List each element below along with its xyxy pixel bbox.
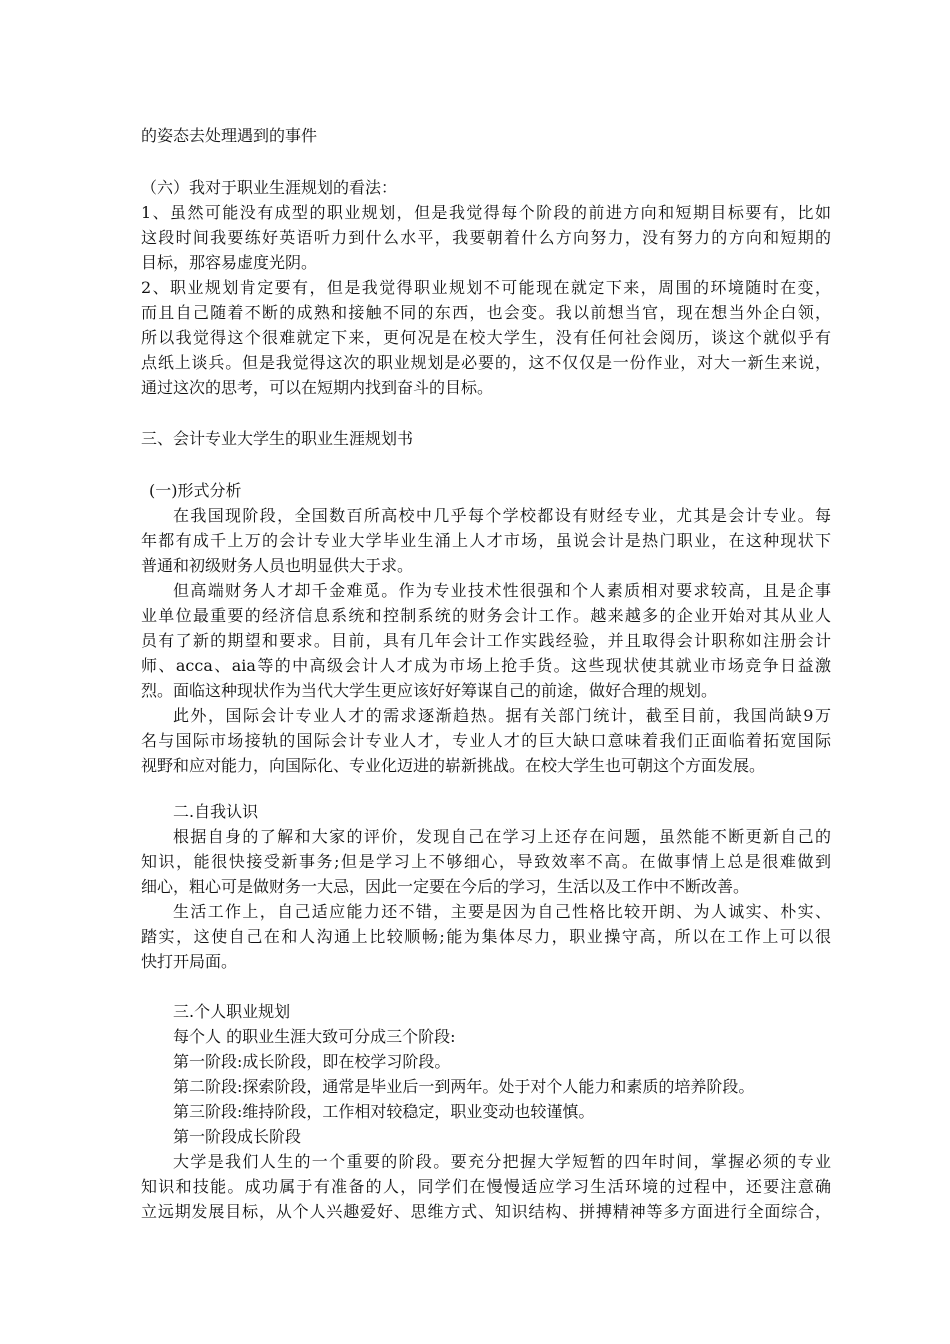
paragraph-line: 立远期发展目标，从个人兴趣爱好、思维方式、知识结构、拼搏精神等多方面进行全面综合，	[141, 1202, 831, 1221]
paragraph-line: 年都有成千上万的会计专业大学毕业生涌上人才市场，虽说会计是热门职业，在这种现状下	[141, 531, 831, 550]
paragraph-line: 而且自己随着不断的成熟和接触不同的东西，也会变。我以前想当官，现在想当外企白领，	[141, 303, 831, 322]
paragraph-line: 烈。面临这种现状作为当代大学生更应该好好筹谋自己的前途，做好合理的规划。	[141, 681, 718, 700]
paragraph-line: 业单位最重要的经济信息系统和控制系统的财务会计工作。越来越多的企业开始对其从业人	[141, 606, 831, 625]
stage-item: 第一阶段:成长阶段，即在校学习阶段。	[173, 1052, 451, 1071]
paragraph-line: 这段时间我要练好英语听力到什么水平，我要朝着什么方向努力，没有努力的方向和短期的	[141, 228, 831, 247]
analysis-heading: (一)形式分析	[149, 481, 242, 500]
paragraph-line: 知识，能很快接受新事务;但是学习上不够细心，导致效率不高。在做事情上总是很难做到	[141, 852, 831, 871]
fragment-line: 的姿态去处理遇到的事件	[141, 126, 318, 145]
paragraph-line: 名与国际市场接轨的国际会计专业人才，专业人才的巨大缺口意味着我们正面临着拓宽国际	[141, 731, 831, 750]
paragraph-line: 所以我觉得这个很难就定下来，更何况是在校大学生，没有任何社会阅历，谈这个就似乎有	[141, 328, 831, 347]
plan-intro: 每个人 的职业生涯大致可分成三个阶段:	[173, 1027, 456, 1046]
views-heading: （六）我对于职业生涯规划的看法：	[141, 178, 398, 197]
paragraph-line: 2、职业规划肯定要有，但是我觉得职业规划不可能现在就定下来，周围的环境随时在变，	[141, 278, 831, 297]
paragraph-line: 细心，粗心可是做财务一大忌，因此一定要在今后的学习，生活以及工作中不断改善。	[141, 877, 750, 896]
paragraph-line: 目标，那容易虚度光阴。	[141, 253, 318, 272]
paragraph-line: 普通和初级财务人员也明显供大于求。	[141, 556, 414, 575]
stage-item: 第二阶段:探索阶段，通常是毕业后一到两年。处于对个人能力和素质的培养阶段。	[173, 1077, 755, 1096]
stage-item: 第三阶段:维持阶段，工作相对较稳定，职业变动也较谨慎。	[173, 1102, 595, 1121]
self-heading: 二.自我认识	[173, 802, 259, 821]
paragraph-line: 通过这次的思考，可以在短期内找到奋斗的目标。	[141, 378, 494, 397]
paragraph-line: 此外，国际会计专业人才的需求逐渐趋热。据有关部门统计，截至目前，我国尚缺9万	[173, 706, 831, 725]
paragraph-line: 快打开局面。	[141, 952, 238, 971]
paragraph-line: 大学是我们人生的一个重要的阶段。要充分把握大学短暂的四年时间，掌握必须的专业	[173, 1152, 831, 1171]
plan-heading: 三.个人职业规划	[173, 1002, 291, 1021]
paragraph-line: 踏实，这使自己在和人沟通上比较顺畅;能为集体尽力，职业操守高，所以在工作上可以很	[141, 927, 831, 946]
paragraph-line: 1、虽然可能没有成型的职业规划，但是我觉得每个阶段的前进方向和短期目标要有，比如	[141, 203, 831, 222]
paragraph-line: 员有了新的期望和要求。目前，具有几年会计工作实践经验，并且取得会计职称如注册会计	[141, 631, 831, 650]
paragraph-line: 知识和技能。成功属于有准备的人，同学们在慢慢适应学习生活环境的过程中，还要注意确	[141, 1177, 831, 1196]
section-title: 三、会计专业大学生的职业生涯规划书	[141, 429, 414, 448]
paragraph-line: 但高端财务人才却千金难觅。作为专业技术性很强和个人素质相对要求较高，且是企事	[173, 581, 831, 600]
paragraph-line: 在我国现阶段，全国数百所高校中几乎每个学校都设有财经专业，尤其是会计专业。每	[173, 506, 831, 525]
paragraph-line: 视野和应对能力，向国际化、专业化迈进的崭新挑战。在校大学生也可朝这个方面发展。	[141, 756, 766, 775]
stage-title: 第一阶段成长阶段	[173, 1127, 302, 1146]
paragraph-line: 根据自身的了解和大家的评价，发现自己在学习上还存在问题，虽然能不断更新自己的	[173, 827, 831, 846]
paragraph-line: 师、acca、aia等的中高级会计人才成为市场上抢手货。这些现状使其就业市场竞争日益激	[141, 656, 831, 675]
paragraph-line: 生活工作上，自己适应能力还不错，主要是因为自己性格比较开朗、为人诚实、朴实、	[173, 902, 831, 921]
paragraph-line: 点纸上谈兵。但是我觉得这次的职业规划是必要的，这不仅仅是一份作业，对大一新生来说，	[141, 353, 831, 372]
